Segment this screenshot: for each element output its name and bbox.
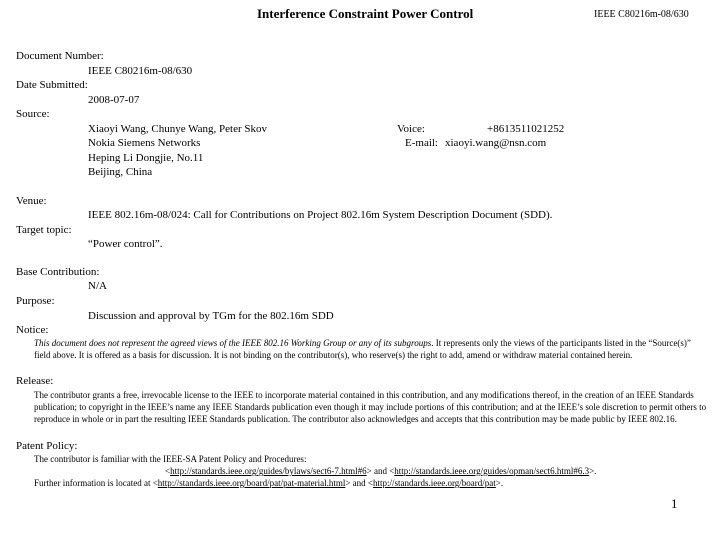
patent-and-2: and (352, 478, 366, 488)
voice-label: Voice: (397, 123, 425, 135)
patent-and-1: and (373, 466, 387, 476)
patent-further-line: Further information is located at <http://standards.ieee.org/board/pat/pat-material.html> and <http://standards.ieee.org/board/pat>. (34, 478, 504, 488)
date-label: Date Submitted: (16, 79, 88, 91)
patent-policy-label: Patent Policy: (16, 440, 78, 452)
notice-rest: . It represents only the views of the participants listed in the “Source(s)” field above. It is offered as a basis for discussion. It is not binding on the contributor(s), who reserve(s) the right to add, amend or withdraw material contained herein. (34, 338, 691, 360)
header-doc-id: IEEE C80216m-08/630 (594, 9, 689, 20)
patent-link-bylaws[interactable]: http://standards.ieee.org/guides/bylaws/sect6-7.html#6 (170, 466, 367, 476)
purpose-value: Discussion and approval by TGm for the 802.16m SDD (88, 310, 334, 322)
base-contribution-label: Base Contribution: (16, 266, 100, 278)
doc-number-label: Document Number: (16, 50, 104, 62)
notice-italic: This document does not represent the agreed views of the IEEE 802.16 Working Group or any of its subgroups (34, 338, 432, 348)
patent-link-opman[interactable]: http://standards.ieee.org/guides/opman/sect6.html#6.3 (394, 466, 590, 476)
notice-label: Notice: (16, 324, 49, 336)
venue-value: IEEE 802.16m-08/024: Call for Contributions on Project 802.16m System Description Document (SDD). (88, 209, 553, 221)
voice-value: +8613511021252 (487, 123, 565, 135)
page-number: 1 (671, 496, 678, 511)
patent-further-text: Further information is located at (34, 478, 151, 488)
patent-intro: The contributor is familiar with the IEEE-SA Patent Policy and Procedures: (34, 454, 307, 464)
patent-link-board[interactable]: http://standards.ieee.org/board/pat (372, 478, 496, 488)
email-value: xiaoyi.wang@nsn.com (445, 137, 547, 149)
source-line-3: Heping Li Dongjie, No.11 (88, 152, 204, 164)
notice-text (34, 337, 706, 361)
doc-number-value: IEEE C80216m-08/630 (88, 65, 193, 77)
page-title: Interference Constraint Power Control (257, 6, 474, 21)
patent-links-line: <http://standards.ieee.org/guides/bylaws/sect6-7.html#6> and <http://standards.ieee.org/guides/opman/sect6.html#6.3>. (165, 466, 597, 476)
venue-label: Venue: (16, 195, 47, 207)
source-line-1: Xiaoyi Wang, Chunye Wang, Peter Skov (88, 123, 267, 135)
source-line-4: Beijing, China (88, 166, 153, 178)
release-label: Release: (16, 375, 54, 387)
source-line-2: Nokia Siemens Networks (88, 137, 201, 149)
purpose-label: Purpose: (16, 295, 55, 307)
release-text: The contributor grants a free, irrevocable license to the IEEE to incorporate material contained in this contribution, and any modifications thereof, in the creation of an IEEE Standards publication; to copyright in the IEEE’s name any IEEE Standards publication even though it may include portions of this contribution; and at the IEEE’s sole discretion to permit others to reproduce in whole or in part the resulting IEEE Standards publication. The contributor also acknowledges and accepts that this contribution may be made public by IEEE 802.16. (34, 390, 707, 424)
email-label: E-mail: (405, 137, 438, 149)
source-label: Source: (16, 108, 50, 120)
date-value: 2008-07-07 (88, 94, 140, 106)
target-topic-label: Target topic: (16, 224, 72, 236)
base-contribution-value: N/A (88, 280, 107, 292)
target-topic-value: “Power control”. (88, 238, 163, 250)
patent-link-material[interactable]: http://standards.ieee.org/board/pat/pat-material.html (157, 478, 346, 488)
